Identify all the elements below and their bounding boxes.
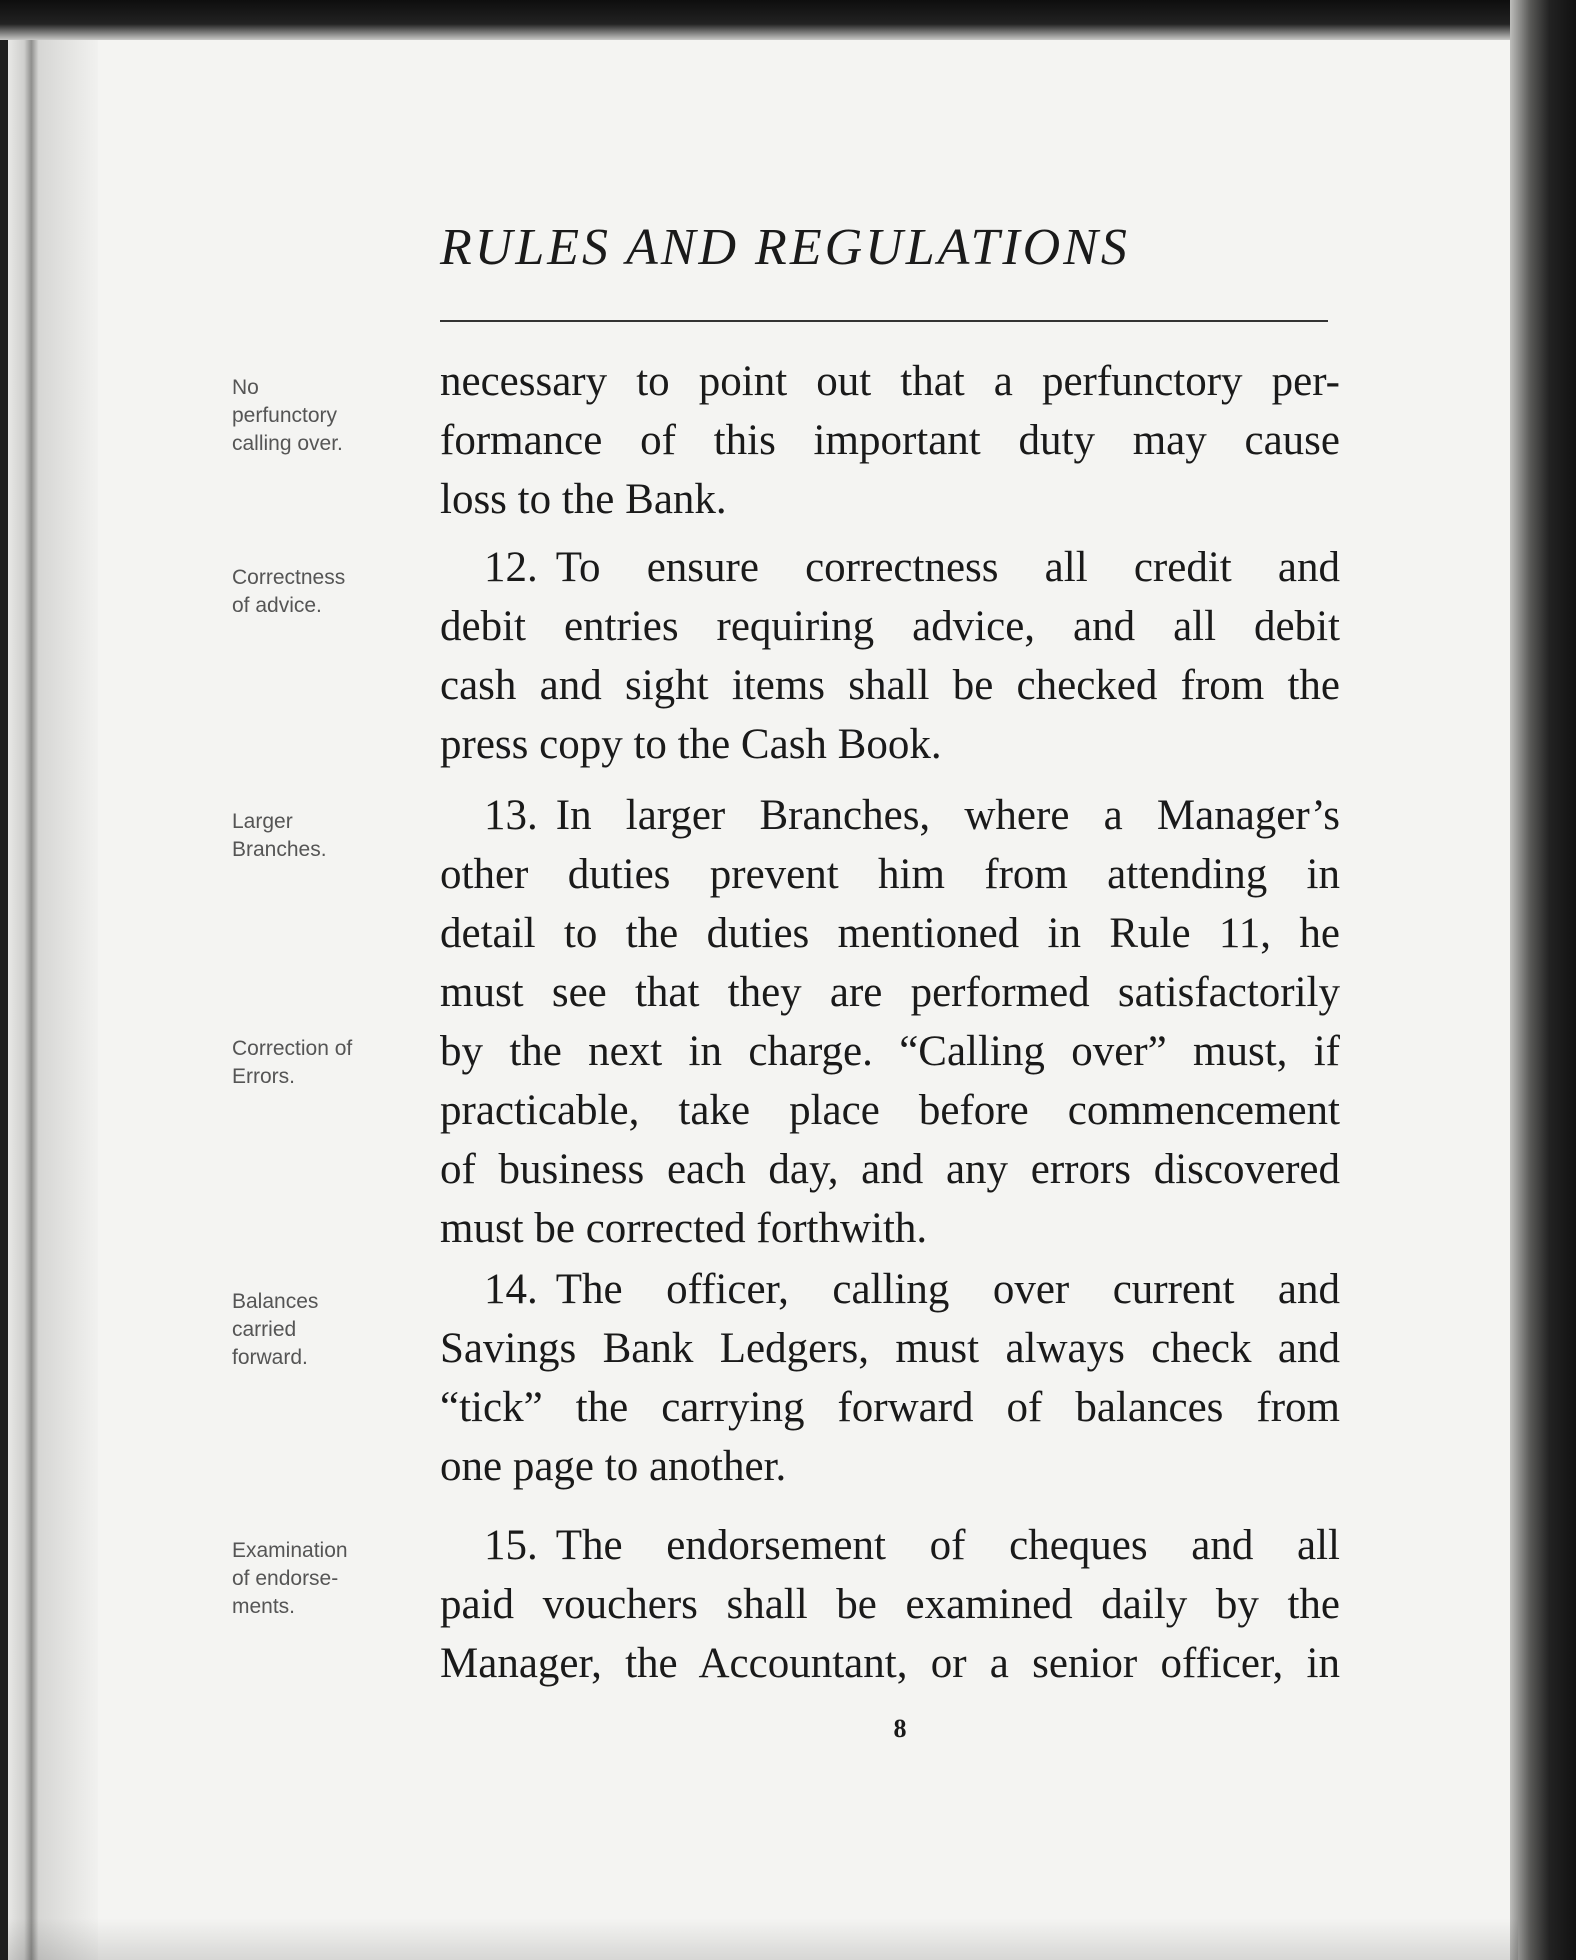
side-note-correction-errors bbox=[232, 1035, 442, 1091]
text-line: The officer, calling over current and bbox=[555, 1266, 1340, 1313]
page-right-edge bbox=[1510, 0, 1576, 1960]
running-head: RULES AND REGULATIONS bbox=[440, 219, 1130, 276]
side-note-larger-branches bbox=[232, 808, 442, 864]
text-line: must be corrected forthwith. bbox=[440, 1205, 928, 1252]
text-line: formance of this important duty may cause bbox=[440, 417, 1340, 464]
page-number: 8 bbox=[893, 1714, 907, 1743]
side-note-line: calling over. bbox=[232, 432, 343, 455]
side-note-line: Errors. bbox=[232, 1065, 295, 1088]
paragraph-rule-15 bbox=[440, 1516, 1340, 1693]
side-note-line: ments. bbox=[232, 1595, 296, 1618]
side-note-line: forward. bbox=[232, 1346, 308, 1369]
paragraph-rule-13 bbox=[440, 786, 1340, 1258]
text-line: Manager, the Accountant, or a senior officer, in bbox=[440, 1640, 1340, 1687]
header-rule bbox=[440, 320, 1328, 322]
side-note-line: Branches. bbox=[232, 838, 327, 861]
side-note-line: of advice. bbox=[232, 594, 322, 617]
text-line: Savings Bank Ledgers, must always check and bbox=[440, 1325, 1340, 1372]
text-line: of business each day, and any errors discovered bbox=[440, 1146, 1340, 1193]
text-line: must see that they are performed satisfactorily bbox=[440, 969, 1340, 1016]
text-line: In larger Branches, where a Manager’s bbox=[555, 792, 1340, 839]
text-line: “tick” the carrying forward of balances from bbox=[440, 1384, 1340, 1431]
side-note-no-perfunctory bbox=[232, 374, 442, 458]
rule-number: 12. bbox=[484, 544, 538, 591]
paragraph-rule-12 bbox=[440, 538, 1340, 774]
side-note-line: No bbox=[232, 376, 259, 399]
text-line: press copy to the Cash Book. bbox=[440, 721, 942, 768]
text-line: The endorsement of cheques and all bbox=[555, 1522, 1340, 1569]
side-note-line: of endorse- bbox=[232, 1567, 339, 1590]
rule-number: 15. bbox=[484, 1522, 538, 1569]
text-line: other duties prevent him from attending in bbox=[440, 851, 1340, 898]
paragraph-rule-14 bbox=[440, 1260, 1340, 1496]
side-note-line: carried bbox=[232, 1318, 297, 1341]
page-top-edge bbox=[0, 0, 1576, 40]
side-note-line: Correction of bbox=[232, 1037, 353, 1060]
page-gutter bbox=[8, 38, 98, 1960]
text-line: loss to the Bank. bbox=[440, 476, 727, 523]
side-note-line: Examination bbox=[232, 1539, 348, 1562]
text-line: cash and sight items shall be checked from the bbox=[440, 662, 1340, 709]
text-line: by the next in charge. “Calling over” must, if bbox=[440, 1028, 1340, 1075]
text-line: paid vouchers shall be examined daily by the bbox=[440, 1581, 1340, 1628]
side-note-line: Larger bbox=[232, 810, 293, 833]
rule-number: 13. bbox=[484, 792, 538, 839]
paragraph-continuation bbox=[440, 352, 1340, 529]
text-line: practicable, take place before commencement bbox=[440, 1087, 1340, 1134]
rule-number: 14. bbox=[484, 1266, 538, 1313]
side-note-examination bbox=[232, 1537, 442, 1621]
text-line: one page to another. bbox=[440, 1443, 787, 1490]
text-line: necessary to point out that a perfunctory per- bbox=[440, 358, 1340, 405]
text-line: To ensure correctness all credit and bbox=[555, 544, 1340, 591]
text-line: detail to the duties mentioned in Rule 11, he bbox=[440, 910, 1340, 957]
page-bottom-shadow bbox=[8, 1918, 1518, 1960]
side-note-line: perfunctory bbox=[232, 404, 338, 427]
side-note-balances bbox=[232, 1288, 442, 1372]
text-line: debit entries requiring advice, and all debit bbox=[440, 603, 1340, 650]
side-note-correctness bbox=[232, 564, 442, 620]
side-note-line: Correctness bbox=[232, 566, 346, 589]
side-note-line: Balances bbox=[232, 1290, 319, 1313]
